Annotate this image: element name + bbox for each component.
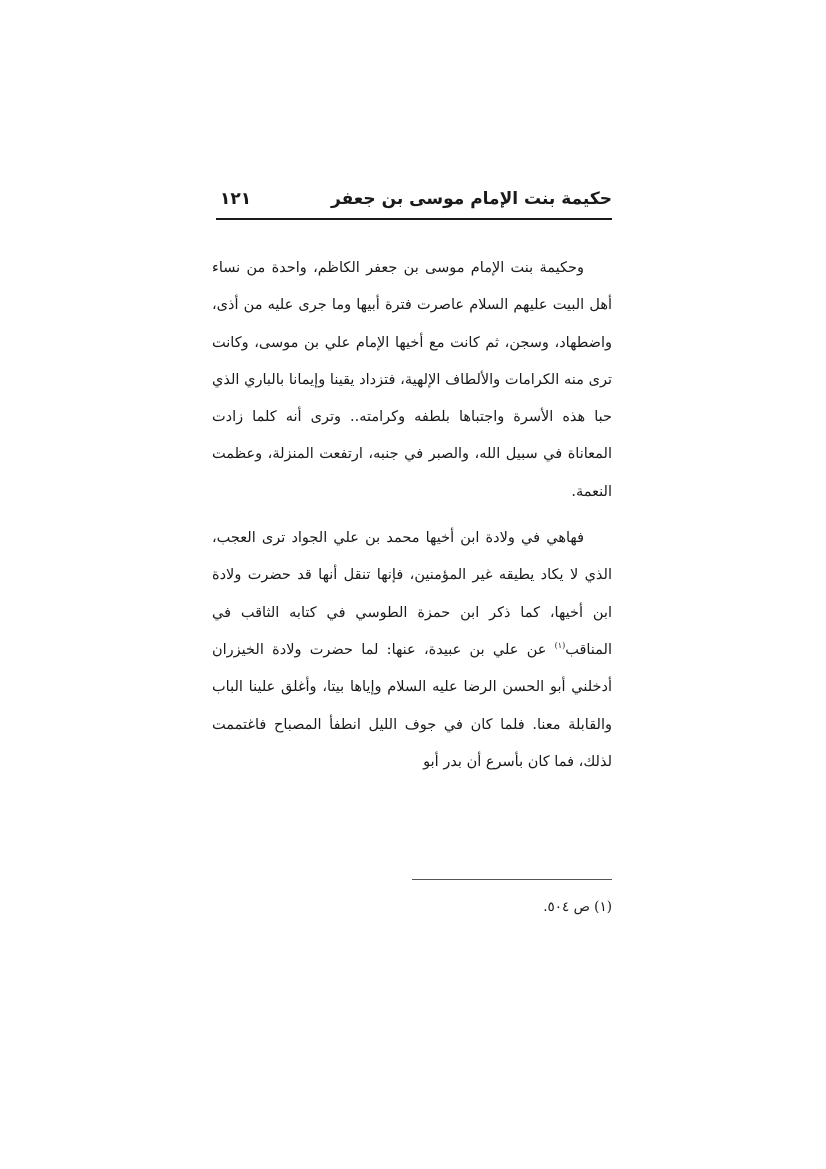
page-header [216, 186, 612, 216]
page-number: ١٢١ [220, 189, 252, 209]
paragraph-text: وحكيمة بنت الإمام موسى بن جعفر الكاظم، واحدة من نساء أهل البيت عليهم السلام عاصرت فترة أبيها وما جرى عليه من أذى، واضطهاد، وسجن، ثم كانت مع أخيها الإمام علي بن موسى، وكانت ترى منه الكرامات والألطاف الإلهية، فتزداد يقينا وإيمانا بالباري الذي حبا هذه الأسرة واجتباها بلطفه وكرامته.. وترى أنه كلما زادت المعاناة في سبيل الله، والصبر في جنبه، ارتفعت المنزلة، وعظمت النعمة. [212, 260, 612, 500]
paragraph [212, 520, 612, 781]
footnote: (١) ص ٥٠٤. [543, 899, 612, 915]
body-text [212, 250, 612, 781]
paragraph-text: فهاهي في ولادة ابن أخيها محمد بن علي الجواد ترى العجب، الذي لا يكاد يطيقه غير المؤمنين، فإنها تنقل أنها قد حضرت ولادة ابن أخيها، كما ذكر ابن حمزة الطوسي في كتابه الثاقب في المناقب [212, 530, 612, 658]
paragraph-text: عن علي بن عبيدة، عنها: لما حضرت ولادة الخيزران أدخلني أبو الحسن الرضا عليه السلام وإياها بيتا، وأغلق علينا الباب والقابلة معنا. فلما كان في جوف الليل انطفأ المصباح فاغتممت لذلك، فما كان بأسرع أن بدر أبو [212, 641, 612, 770]
header-rule [216, 218, 612, 220]
footnote-reference[interactable]: (١) [554, 641, 566, 651]
running-title: حكيمة بنت الإمام موسى بن جعفر [331, 189, 612, 209]
paragraph [212, 250, 612, 511]
footnote-rule [412, 879, 612, 880]
